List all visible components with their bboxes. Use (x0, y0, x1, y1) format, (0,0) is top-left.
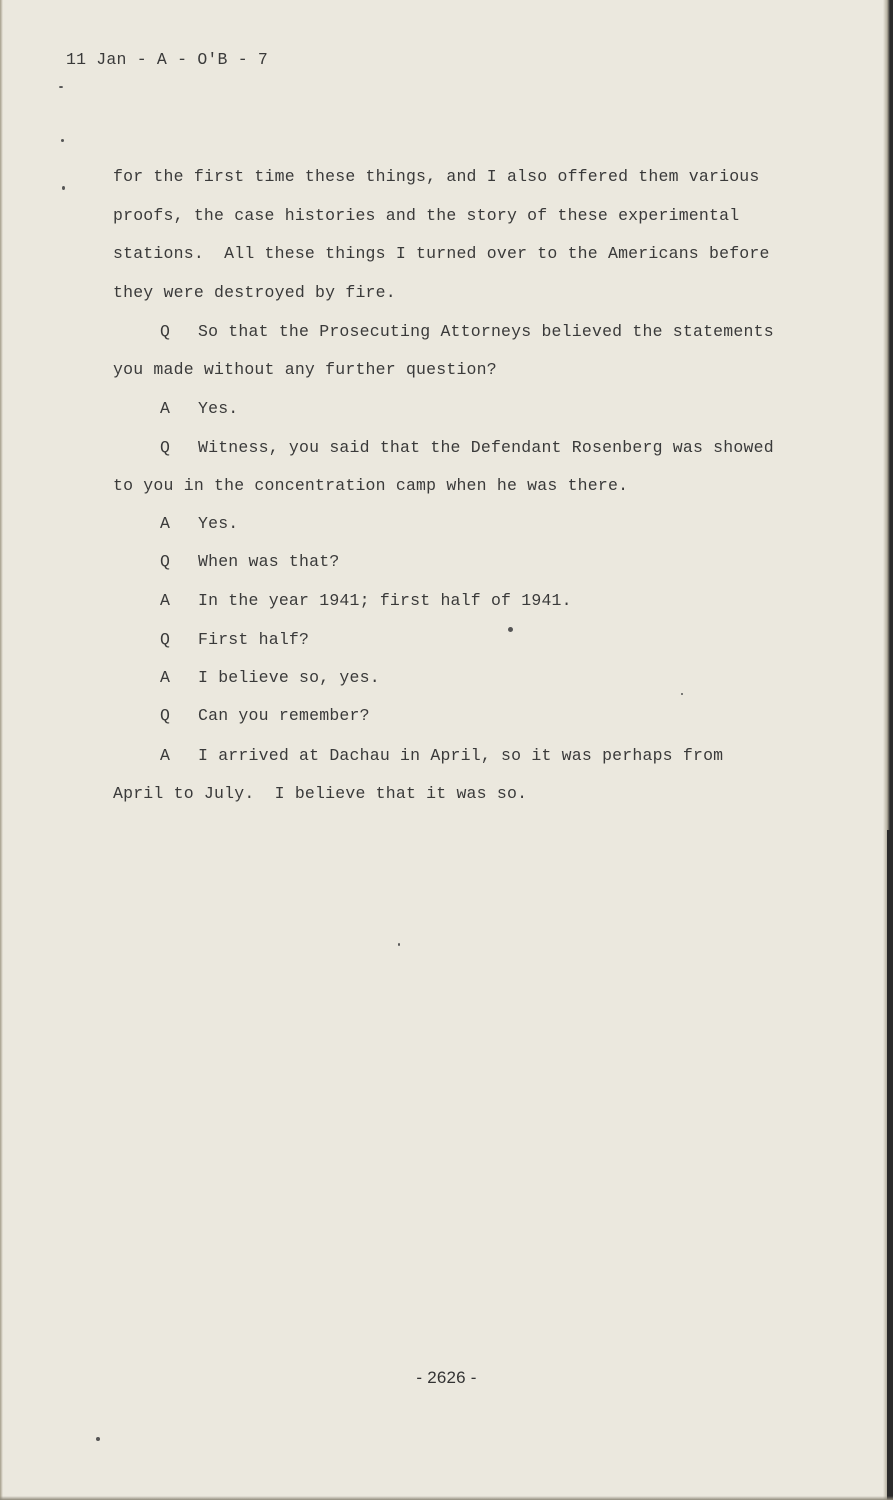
exchange-line: I arrived at Dachau in April, so it was perhaps from (198, 746, 724, 765)
exchange-line: So that the Prosecuting Attorneys believed the statements (198, 322, 774, 341)
body-line: stations. All these things I turned over to the Americans before (113, 244, 770, 263)
exchange-line: Witness, you said that the Defendant Rosenberg was showed (198, 438, 774, 457)
exchange-continuation: you made without any further question? (113, 360, 497, 379)
exchange-line: I believe so, yes. (198, 668, 380, 687)
speaker-label: A (160, 399, 171, 418)
page-number: - 2626 - (416, 1368, 477, 1387)
paper-speck (61, 139, 64, 142)
speaker-label: Q (160, 706, 171, 725)
exchange-continuation: April to July. I believe that it was so. (113, 784, 528, 803)
exchange-line: In the year 1941; first half of 1941. (198, 591, 572, 610)
speaker-label: A (160, 591, 171, 610)
speaker-label: Q (160, 322, 171, 341)
paper-speck (681, 693, 683, 695)
body-line: for the first time these things, and I also offered them various (113, 167, 760, 186)
body-line: they were destroyed by fire. (113, 283, 396, 302)
speaker-label: Q (160, 438, 171, 457)
speaker-label: A (160, 668, 171, 687)
exchange-line: First half? (198, 630, 310, 649)
exchange-line: Yes. (198, 399, 239, 418)
speaker-label: Q (160, 630, 171, 649)
exchange-line: Yes. (198, 514, 239, 533)
paper-speck (398, 943, 400, 946)
paper-edge-left (0, 0, 3, 1500)
exchange-continuation: to you in the concentration camp when he was there. (113, 476, 629, 495)
speaker-label: A (160, 514, 171, 533)
paper-edge-right-shadow (887, 830, 893, 1500)
paper-speck (59, 86, 63, 88)
exchange-line: When was that? (198, 552, 340, 571)
paper-speck (508, 627, 513, 632)
exchange-line: Can you remember? (198, 706, 370, 725)
paper-edge-bottom (0, 1496, 893, 1500)
paper-speck (96, 1437, 100, 1441)
page-reference-header: 11 Jan - A - O'B - 7 (66, 50, 269, 69)
speaker-label: Q (160, 552, 171, 571)
speaker-label: A (160, 746, 171, 765)
body-line: proofs, the case histories and the story of these experimental (113, 206, 740, 225)
paper-speck (62, 186, 65, 190)
